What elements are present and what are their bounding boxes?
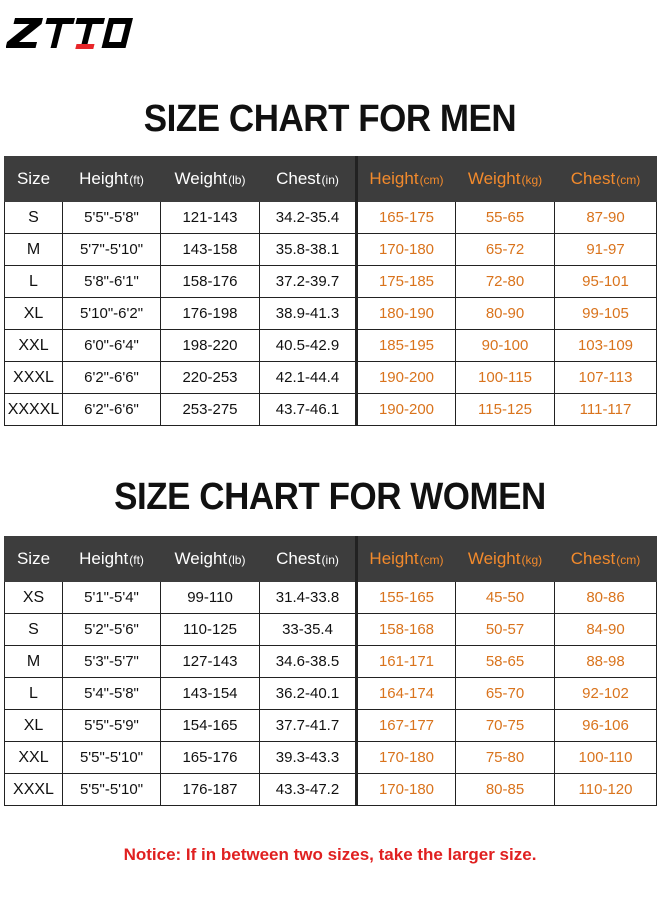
table-cell: 100-115 bbox=[456, 362, 555, 394]
size-cell: M bbox=[5, 234, 63, 266]
table-cell: 75-80 bbox=[456, 742, 555, 774]
column-header-label: Chest bbox=[276, 169, 321, 188]
table-cell: 253-275 bbox=[161, 394, 260, 426]
table-cell: 170-180 bbox=[357, 234, 456, 266]
table-cell: 5'8"-6'1" bbox=[63, 266, 161, 298]
table-cell: 33-35.4 bbox=[260, 614, 357, 646]
table-cell: 158-168 bbox=[357, 614, 456, 646]
table-row bbox=[5, 710, 657, 742]
brand-logo bbox=[6, 14, 134, 52]
column-header-6 bbox=[555, 157, 657, 202]
table-cell: 6'0"-6'4" bbox=[63, 330, 161, 362]
table-cell: 80-90 bbox=[456, 298, 555, 330]
table-row bbox=[5, 330, 657, 362]
table-cell: 143-154 bbox=[161, 678, 260, 710]
women-chart-title: SIZE CHART FOR WOMEN bbox=[114, 476, 546, 518]
table-cell: 39.3-43.3 bbox=[260, 742, 357, 774]
table-cell: 161-171 bbox=[357, 646, 456, 678]
table-row bbox=[5, 582, 657, 614]
table-cell: 121-143 bbox=[161, 202, 260, 234]
column-header-label: Chest bbox=[570, 169, 616, 188]
table-cell: 165-176 bbox=[161, 742, 260, 774]
column-header-3 bbox=[260, 537, 357, 582]
size-cell: L bbox=[5, 678, 63, 710]
table-cell: 5'2"-5'6" bbox=[63, 614, 161, 646]
table-cell: 6'2"-6'6" bbox=[63, 394, 161, 426]
column-header-2 bbox=[161, 537, 260, 582]
table-cell: 176-187 bbox=[161, 774, 260, 806]
table-row bbox=[5, 298, 657, 330]
women-table-body bbox=[5, 582, 657, 806]
size-cell: XXL bbox=[5, 742, 63, 774]
table-cell: 42.1-44.4 bbox=[260, 362, 357, 394]
table-cell: 45-50 bbox=[456, 582, 555, 614]
column-header-label: Chest bbox=[276, 549, 321, 568]
column-header-4 bbox=[357, 157, 456, 202]
column-header-unit: (kg) bbox=[521, 173, 543, 187]
table-cell: 80-86 bbox=[555, 582, 657, 614]
table-cell: 88-98 bbox=[555, 646, 657, 678]
table-row bbox=[5, 646, 657, 678]
column-header-label: Height bbox=[369, 169, 419, 188]
table-cell: 34.2-35.4 bbox=[260, 202, 357, 234]
table-cell: 110-120 bbox=[555, 774, 657, 806]
table-cell: 5'5"-5'10" bbox=[63, 742, 161, 774]
table-row bbox=[5, 614, 657, 646]
size-cell: M bbox=[5, 646, 63, 678]
table-cell: 5'1"-5'4" bbox=[63, 582, 161, 614]
table-cell: 176-198 bbox=[161, 298, 260, 330]
column-header-unit: (lb) bbox=[228, 173, 246, 187]
men-table-body bbox=[5, 202, 657, 426]
women-size-table bbox=[4, 536, 657, 806]
table-cell: 70-75 bbox=[456, 710, 555, 742]
women-header-row bbox=[5, 537, 657, 582]
table-row bbox=[5, 202, 657, 234]
table-cell: 220-253 bbox=[161, 362, 260, 394]
table-cell: 103-109 bbox=[555, 330, 657, 362]
table-cell: 190-200 bbox=[357, 394, 456, 426]
size-cell: L bbox=[5, 266, 63, 298]
size-cell: XS bbox=[5, 582, 63, 614]
column-header-unit: (cm) bbox=[419, 553, 444, 567]
table-cell: 99-105 bbox=[555, 298, 657, 330]
column-header-label: Size bbox=[16, 549, 51, 568]
table-cell: 65-72 bbox=[456, 234, 555, 266]
table-cell: 5'10"-6'2" bbox=[63, 298, 161, 330]
column-header-1 bbox=[63, 157, 161, 202]
table-cell: 107-113 bbox=[555, 362, 657, 394]
table-cell: 37.2-39.7 bbox=[260, 266, 357, 298]
size-cell: S bbox=[5, 614, 63, 646]
column-header-label: Height bbox=[79, 549, 129, 568]
table-cell: 43.3-47.2 bbox=[260, 774, 357, 806]
table-cell: 5'5"-5'8" bbox=[63, 202, 161, 234]
table-cell: 84-90 bbox=[555, 614, 657, 646]
table-cell: 6'2"-6'6" bbox=[63, 362, 161, 394]
table-cell: 35.8-38.1 bbox=[260, 234, 357, 266]
table-cell: 143-158 bbox=[161, 234, 260, 266]
table-cell: 185-195 bbox=[357, 330, 456, 362]
table-cell: 111-117 bbox=[555, 394, 657, 426]
column-header-0 bbox=[5, 537, 63, 582]
column-header-unit: (cm) bbox=[616, 173, 641, 187]
table-cell: 127-143 bbox=[161, 646, 260, 678]
column-header-unit: (cm) bbox=[616, 553, 641, 567]
table-cell: 65-70 bbox=[456, 678, 555, 710]
size-cell: S bbox=[5, 202, 63, 234]
column-header-label: Chest bbox=[570, 549, 616, 568]
column-header-label: Weight bbox=[174, 169, 228, 188]
size-cell: XL bbox=[5, 710, 63, 742]
table-cell: 5'5"-5'10" bbox=[63, 774, 161, 806]
column-header-label: Weight bbox=[467, 169, 521, 188]
size-cell: XXXXL bbox=[5, 394, 63, 426]
table-cell: 5'4"-5'8" bbox=[63, 678, 161, 710]
table-cell: 80-85 bbox=[456, 774, 555, 806]
table-cell: 36.2-40.1 bbox=[260, 678, 357, 710]
table-cell: 96-106 bbox=[555, 710, 657, 742]
table-cell: 165-175 bbox=[357, 202, 456, 234]
table-cell: 180-190 bbox=[357, 298, 456, 330]
table-cell: 99-110 bbox=[161, 582, 260, 614]
table-row bbox=[5, 266, 657, 298]
table-cell: 167-177 bbox=[357, 710, 456, 742]
table-row bbox=[5, 362, 657, 394]
table-cell: 170-180 bbox=[357, 774, 456, 806]
table-cell: 43.7-46.1 bbox=[260, 394, 357, 426]
table-cell: 5'7"-5'10" bbox=[63, 234, 161, 266]
column-header-5 bbox=[456, 157, 555, 202]
size-cell: XXXL bbox=[5, 362, 63, 394]
table-cell: 90-100 bbox=[456, 330, 555, 362]
table-cell: 154-165 bbox=[161, 710, 260, 742]
table-row bbox=[5, 774, 657, 806]
table-cell: 164-174 bbox=[357, 678, 456, 710]
column-header-2 bbox=[161, 157, 260, 202]
table-cell: 31.4-33.8 bbox=[260, 582, 357, 614]
column-header-unit: (cm) bbox=[419, 173, 444, 187]
table-cell: 5'5"-5'9" bbox=[63, 710, 161, 742]
column-header-1 bbox=[63, 537, 161, 582]
table-cell: 50-57 bbox=[456, 614, 555, 646]
table-cell: 115-125 bbox=[456, 394, 555, 426]
size-cell: XL bbox=[5, 298, 63, 330]
table-row bbox=[5, 742, 657, 774]
table-cell: 92-102 bbox=[555, 678, 657, 710]
table-cell: 100-110 bbox=[555, 742, 657, 774]
table-cell: 37.7-41.7 bbox=[260, 710, 357, 742]
men-size-table bbox=[4, 156, 657, 426]
column-header-3 bbox=[260, 157, 357, 202]
column-header-label: Height bbox=[79, 169, 129, 188]
size-cell: XXL bbox=[5, 330, 63, 362]
men-chart-title: SIZE CHART FOR MEN bbox=[143, 98, 517, 140]
table-cell: 158-176 bbox=[161, 266, 260, 298]
table-cell: 5'3"-5'7" bbox=[63, 646, 161, 678]
column-header-label: Weight bbox=[174, 549, 228, 568]
column-header-label: Size bbox=[16, 169, 51, 188]
column-header-label: Weight bbox=[467, 549, 521, 568]
table-cell: 190-200 bbox=[357, 362, 456, 394]
column-header-unit: (kg) bbox=[521, 553, 543, 567]
column-header-4 bbox=[357, 537, 456, 582]
table-cell: 55-65 bbox=[456, 202, 555, 234]
table-cell: 34.6-38.5 bbox=[260, 646, 357, 678]
table-cell: 72-80 bbox=[456, 266, 555, 298]
table-cell: 38.9-41.3 bbox=[260, 298, 357, 330]
column-header-6 bbox=[555, 537, 657, 582]
column-header-unit: (ft) bbox=[129, 173, 144, 187]
table-cell: 95-101 bbox=[555, 266, 657, 298]
column-header-5 bbox=[456, 537, 555, 582]
table-cell: 40.5-42.9 bbox=[260, 330, 357, 362]
column-header-label: Height bbox=[369, 549, 419, 568]
table-row bbox=[5, 234, 657, 266]
size-cell: XXXL bbox=[5, 774, 63, 806]
table-cell: 110-125 bbox=[161, 614, 260, 646]
table-cell: 155-165 bbox=[357, 582, 456, 614]
table-row bbox=[5, 394, 657, 426]
table-cell: 87-90 bbox=[555, 202, 657, 234]
table-cell: 91-97 bbox=[555, 234, 657, 266]
table-cell: 175-185 bbox=[357, 266, 456, 298]
table-row bbox=[5, 678, 657, 710]
column-header-0 bbox=[5, 157, 63, 202]
column-header-unit: (in) bbox=[321, 553, 339, 567]
size-notice: Notice: If in between two sizes, take the larger size. bbox=[123, 845, 537, 864]
men-header-row bbox=[5, 157, 657, 202]
table-cell: 170-180 bbox=[357, 742, 456, 774]
column-header-unit: (lb) bbox=[228, 553, 246, 567]
column-header-unit: (ft) bbox=[129, 553, 144, 567]
column-header-unit: (in) bbox=[321, 173, 339, 187]
table-cell: 198-220 bbox=[161, 330, 260, 362]
table-cell: 58-65 bbox=[456, 646, 555, 678]
